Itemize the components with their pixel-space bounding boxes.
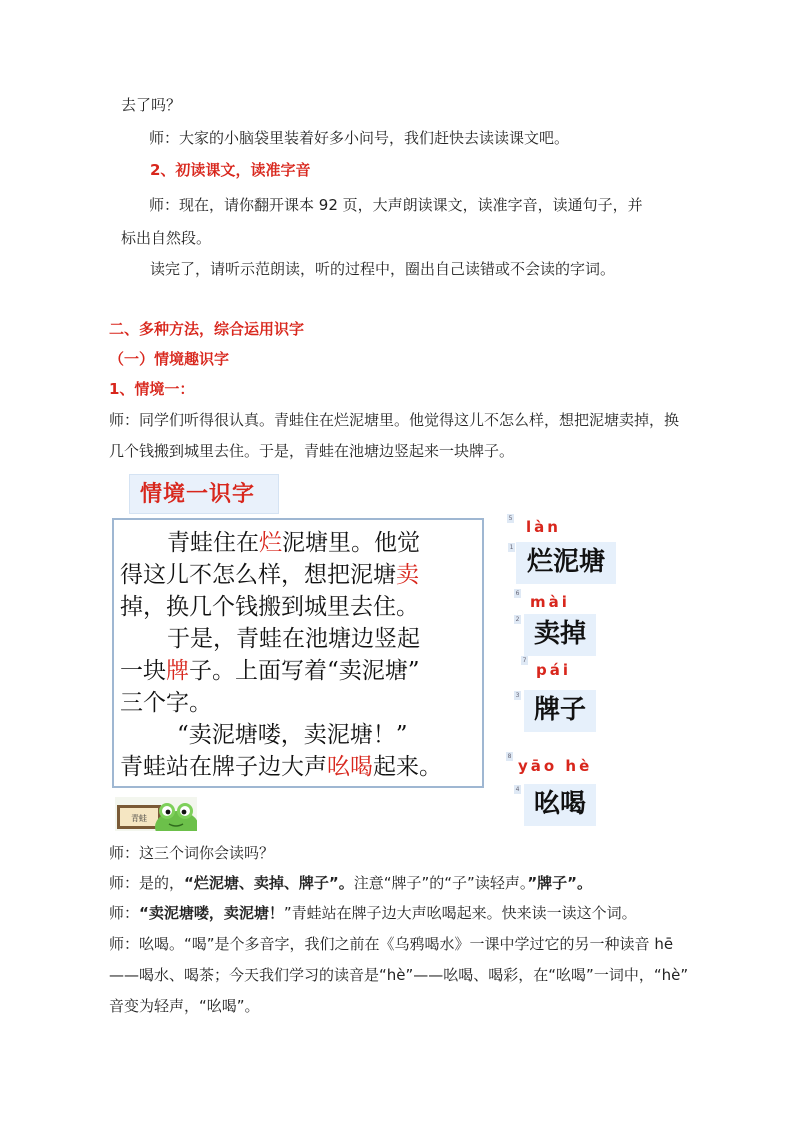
sign-text: 青蛙	[131, 814, 147, 823]
story-line: 掉，换几个钱搬到城里去住。	[120, 594, 419, 620]
text-line: 师：“卖泥塘喽，卖泥塘！”青蛙站在牌子边大声吆喝起来。快来读一读这个词。	[109, 904, 637, 922]
pinyin-label: mài	[530, 593, 570, 611]
text-line: 几个钱搬到城里去住。于是，青蛙在池塘边竖起来一块牌子。	[109, 442, 515, 460]
text-line: 师：吆喝。“喝”是个多音字，我们之前在《乌鸦喝水》一课中学过它的另一种读音 hē	[109, 935, 674, 953]
section-heading: 1、情境一：	[109, 380, 195, 398]
pinyin-label: pái	[536, 661, 572, 679]
text-line: 音变为轻声，“吆喝”。	[109, 997, 260, 1015]
text-line: 师：大家的小脑袋里装着好多小问号，我们赶快去读读课文吧。	[149, 129, 570, 147]
story-line: 于是，青蛙在池塘边竖起	[144, 626, 420, 652]
sequence-number: 1	[509, 544, 514, 551]
sequence-number: 4	[515, 786, 520, 793]
section-heading: 2、初读课文，读准字音	[150, 161, 311, 179]
text-line: 师：这三个词你会读吗？	[109, 844, 275, 862]
slide-title: 情境一识字	[140, 481, 256, 507]
story-line: 青蛙站在牌子边大声吆喝起来。	[120, 754, 442, 780]
frog-sign-illustration	[115, 797, 197, 831]
slide-title-box	[129, 474, 279, 514]
sequence-number: 8	[507, 753, 512, 760]
text-line: 师：同学们听得很认真。青蛙住在烂泥塘里。他觉得这儿不怎么样，想把泥塘卖掉，换	[109, 411, 680, 429]
text-line: 读完了，请听示范朗读，听的过程中，圈出自己读错或不会读的字词。	[150, 260, 616, 278]
text-line: 去了吗？	[121, 96, 182, 114]
sequence-number: 6	[515, 590, 520, 597]
sequence-number: 5	[508, 515, 513, 522]
section-heading: 二、多种方法，综合运用识字	[109, 320, 305, 338]
story-line: “卖泥塘喽，卖泥塘！”	[154, 722, 408, 748]
text-line: 标出自然段。	[121, 229, 212, 247]
sequence-number: 7	[522, 657, 527, 664]
story-line: 青蛙住在烂泥塘里。他觉	[144, 530, 420, 556]
story-box	[112, 518, 484, 788]
story-line: 三个字。	[120, 690, 212, 716]
story-line: 一块牌子。上面写着“卖泥塘”	[120, 658, 420, 684]
word-card: 烂泥塘	[516, 542, 616, 584]
word-card: 牌子	[524, 690, 596, 732]
text-line: 师：现在，请你翻开课本 92 页，大声朗读课文，读准字音，读通句子，并	[149, 196, 643, 214]
sequence-number: 3	[515, 692, 520, 699]
text-line: ——喝水、喝茶；今天我们学习的读音是“hè”——吆喝、喝彩，在“吆喝”一词中，“hè”	[109, 966, 689, 984]
pinyin-label: yāo hè	[518, 757, 593, 775]
section-heading: （一）情境趣识字	[109, 350, 230, 368]
sequence-number: 2	[515, 616, 520, 623]
pinyin-label: làn	[526, 518, 561, 536]
text-line: 师：是的，“烂泥塘、卖掉、牌子”。注意“牌子”的“子”读轻声。”牌子”。	[109, 874, 593, 892]
story-line: 得这儿不怎么样，想把泥塘卖	[120, 562, 419, 588]
word-card: 吆喝	[524, 784, 596, 826]
word-card: 卖掉	[524, 614, 596, 656]
